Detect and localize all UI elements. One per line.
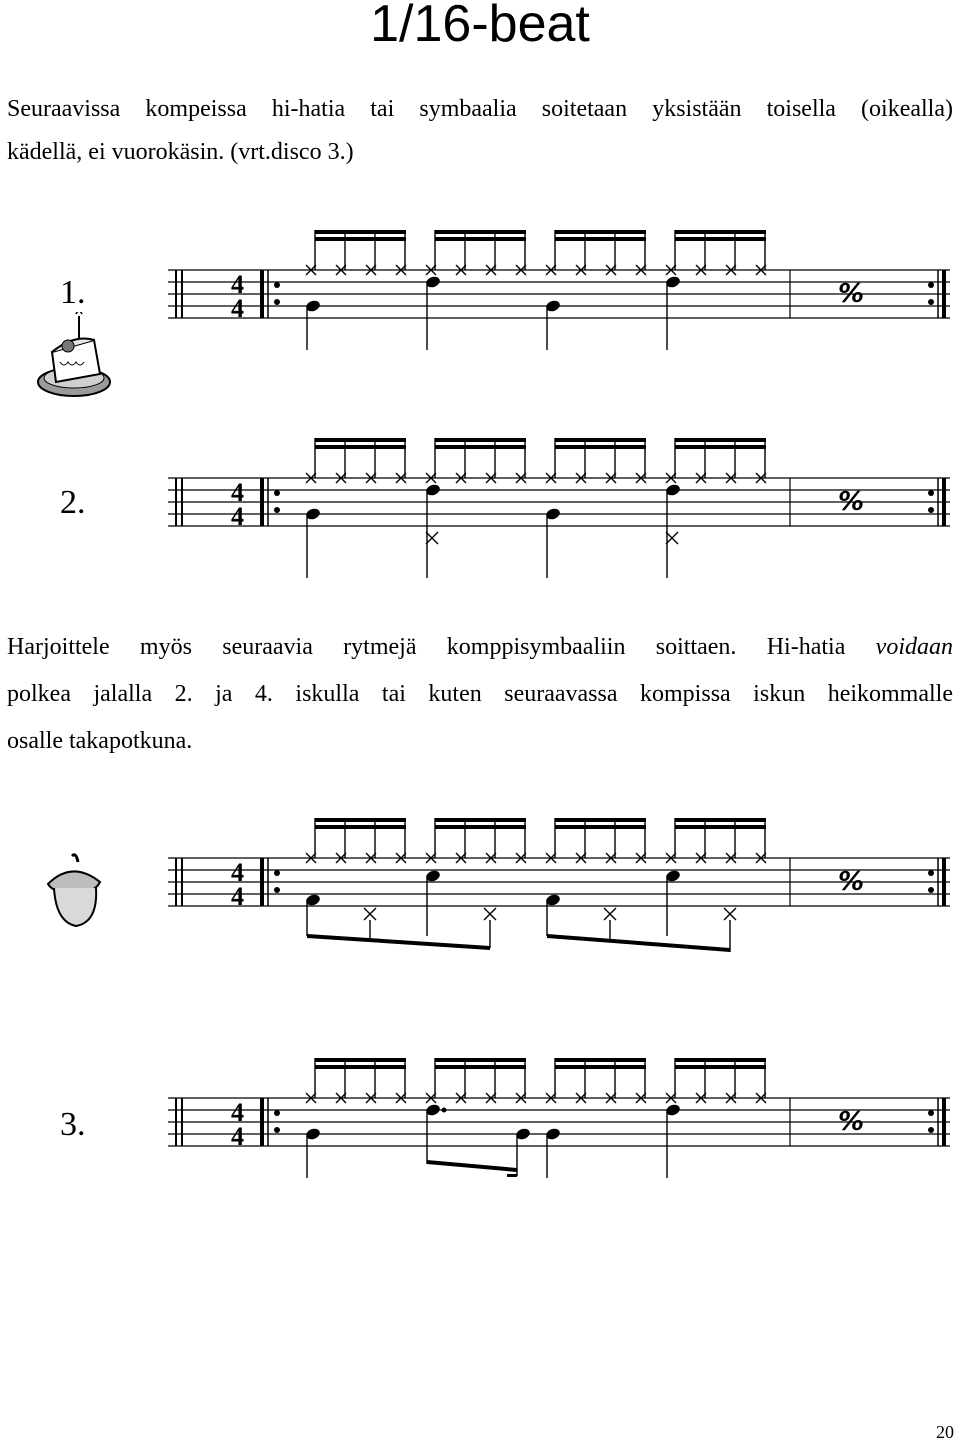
staff-exercise-3 [168, 1048, 950, 1208]
staff-exercise-acorn [168, 808, 950, 968]
exercise-label-3: 3. [60, 1106, 86, 1143]
cake-icon [34, 312, 114, 402]
practice-line-1b: voidaan [875, 634, 953, 660]
acorn-icon [42, 852, 106, 932]
page-title: 1/16-beat [370, 0, 590, 53]
svg-text:4: 4 [231, 882, 244, 911]
svg-text:4: 4 [231, 1122, 244, 1151]
page-number: 20 [936, 1422, 954, 1442]
practice-line-1a: Harjoittele myös seuraavia rytmejä komppisymbaaliin soittaen. Hi-hatia [7, 634, 876, 660]
practice-line-2: polkea jalalla 2. ja 4. iskulla tai kuten seuraavassa kompissa iskun heikommalle [7, 681, 953, 707]
practice-paragraph [7, 624, 953, 765]
svg-text:4: 4 [231, 270, 244, 299]
svg-text:4: 4 [231, 858, 244, 887]
intro-line-1: Seuraavissa kompeissa hi-hatia tai symbaalia soitetaan yksistään toisella (oikealla) [7, 96, 953, 122]
svg-text:%: % [838, 867, 865, 897]
staff-exercise-1 [168, 220, 950, 380]
practice-line-3: osalle takapotkuna. [7, 728, 193, 754]
intro-line-2: kädellä, ei vuorokäsin. (vrt.disco 3.) [7, 139, 354, 165]
svg-text:4: 4 [231, 502, 244, 531]
svg-text:4: 4 [231, 294, 244, 323]
intro-paragraph [7, 86, 953, 176]
exercise-label-2: 2. [60, 484, 86, 521]
svg-text:%: % [838, 279, 865, 309]
svg-text:4: 4 [231, 1098, 244, 1127]
svg-text:%: % [838, 487, 865, 517]
staff-exercise-2 [168, 428, 950, 588]
exercise-label-1: 1. [60, 274, 86, 311]
svg-text:%: % [838, 1107, 865, 1137]
svg-text:4: 4 [231, 478, 244, 507]
